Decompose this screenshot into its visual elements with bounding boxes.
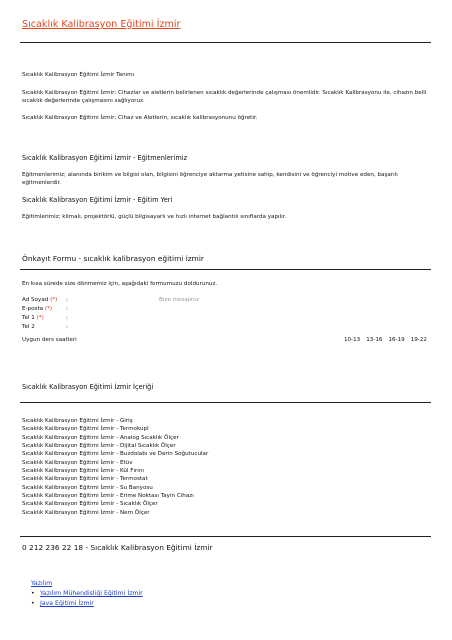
footer-link[interactable]: Java Eğitimi İzmir <box>40 600 94 607</box>
divider <box>20 536 431 537</box>
field-label-name: Ad Soyad (*) <box>22 297 58 303</box>
list-item: Sıcaklık Kalibrasyon Eğitimi İzmir - Kül Fırını <box>22 468 144 475</box>
contact-line: 0 212 236 22 18 - Sıcaklık Kalibrasyon Eğitimi İzmir <box>22 543 213 552</box>
contents-list <box>22 417 208 517</box>
trainers-paragraph: Eğitmenlerimiz; alanında birikim ve bilgisi olan, bilgisini öğrenciye aktarma yetisine sahip, kendisini ve öğrenciyi motive eden, başarılı eğitmenlerdir. <box>22 172 398 187</box>
list-item: Sıcaklık Kalibrasyon Eğitimi İzmir - Erime Noktası Tayin Cihazı <box>22 493 194 500</box>
footer-links <box>31 580 143 609</box>
form-intro: En kısa sürede size dönmemiz için, aşağıdaki formumuzu doldurunuz. <box>22 281 218 287</box>
field-label-email: E-posta (*) <box>22 306 53 312</box>
name-input[interactable]: : <box>66 297 68 303</box>
list-item: Sıcaklık Kalibrasyon Eğitimi İzmir - Buzdolabı ve Derin Soğutucular <box>22 451 209 458</box>
form-heading: Önkayıt Formu - sıcaklık kalibrasyon eğitimi izmir <box>22 254 204 263</box>
location-paragraph: Eğitimlerimiz; klimalı, projektörlü, güçlü bilgisayarlı ve hızlı internet bağlantılı sınıflarda yapılır. <box>22 214 287 220</box>
contents-heading: Sıcaklık Kalibrasyon Eğitimi İzmir İçeriği <box>22 383 154 391</box>
location-heading: Sıcaklık Kalibrasyon Eğitimi İzmir - Eğitim Yeri <box>22 196 173 204</box>
bullet-icon: • <box>31 590 35 597</box>
divider <box>20 42 431 43</box>
list-item: Sıcaklık Kalibrasyon Eğitimi İzmir - Nem Ölçer <box>22 509 150 516</box>
field-label-phone-2: Tel 2 <box>22 324 35 330</box>
list-item: Sıcaklık Kalibrasyon Eğitimi İzmir - Giriş <box>22 418 133 424</box>
list-item: Sıcaklık Kalibrasyon Eğitimi İzmir - Termokupl <box>22 426 149 433</box>
list-item: Sıcaklık Kalibrasyon Eğitimi İzmir - Dijital Sıcaklık Ölçer <box>22 443 176 450</box>
hours-option[interactable]: 16-19 <box>388 337 405 343</box>
intro-paragraph-2: Sıcaklık Kalibrasyon Eğitimi İzmir; Cihaz ve Aletlerin, sıcaklık kalibrasyonunu öğretir. <box>22 115 258 121</box>
hours-label: Uygun ders saatleri <box>22 337 77 343</box>
footer-link-item <box>31 589 143 599</box>
trainers-heading: Sıcaklık Kalibrasyon Eğitimi İzmir - Eğitmenlerimiz <box>22 154 188 162</box>
divider <box>20 269 431 270</box>
divider <box>20 402 431 403</box>
footer-category-link[interactable]: Yazılım <box>31 580 53 587</box>
list-item: Sıcaklık Kalibrasyon Eğitimi İzmir - Sıcaklık Ölçer <box>22 501 158 508</box>
hours-option[interactable]: 13-16 <box>366 337 383 343</box>
footer-link[interactable]: Yazılım Mühendisliği Eğitimi İzmir <box>40 590 143 597</box>
field-label-phone-1: Tel 1 (*) <box>22 315 44 321</box>
footer-link-item <box>31 599 143 609</box>
phone-2-input[interactable]: : <box>66 324 68 330</box>
list-item: Sıcaklık Kalibrasyon Eğitimi İzmir - Analog Sıcaklık Ölçer <box>22 434 179 441</box>
intro-paragraph: Sıcaklık Kalibrasyon Eğitimi İzmir; Cihazlar ve aletlerin belirlenen sıcaklık değerlerinde çalışması önemlidir. Sıcaklık Kalibrasyonu ile, cihazın belli sıcaklık değerlerinde çalışmasını sağlıyoruz. <box>22 90 427 105</box>
hours-option[interactable]: 10-13 <box>343 337 361 343</box>
hours-options <box>344 336 427 344</box>
list-item: Sıcaklık Kalibrasyon Eğitimi İzmir - Etüv <box>22 459 133 466</box>
intro-heading: Sıcaklık Kalibrasyon Eğitimi İzmir Tanımı <box>22 72 135 78</box>
list-item: Sıcaklık Kalibrasyon Eğitimi İzmir - Termostat <box>22 476 148 483</box>
bullet-icon: • <box>31 600 35 607</box>
list-item: Sıcaklık Kalibrasyon Eğitimi İzmir - Su Banyosu <box>22 484 153 491</box>
page-title[interactable]: Sıcaklık Kalibrasyon Eğitimi İzmir <box>22 19 181 30</box>
hours-option[interactable]: 19-22 <box>410 337 427 343</box>
phone-1-input[interactable]: : <box>66 315 68 321</box>
email-input[interactable]: : <box>66 306 68 312</box>
message-textarea[interactable]: Bize mesajınız <box>159 297 199 303</box>
